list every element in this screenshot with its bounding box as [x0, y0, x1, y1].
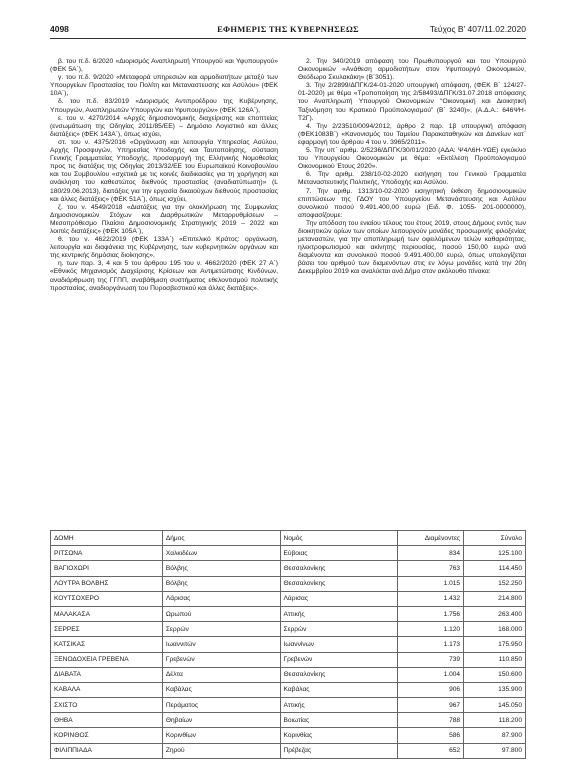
cell-residents: 586: [398, 728, 464, 743]
cell-residents: 906: [398, 682, 464, 697]
cell-residents: 1.432: [398, 591, 464, 606]
cell-total: 125.100: [464, 546, 526, 561]
cell-structure: ΔΙΑΒΑΤΑ: [51, 667, 163, 682]
cell-total: 114.450: [464, 561, 526, 576]
cell-residents: 1.120: [398, 622, 464, 637]
paragraph: β. του π.δ. 6/2020 «Διορισμός Αναπληρωτή Υπουργού και Υφυπουργού» (ΦΕΚ 5Α΄),: [50, 58, 278, 74]
cell-structure: ΚΑΒΑΛΑ: [51, 682, 163, 697]
cell-municipality: Καβάλας: [162, 682, 280, 697]
table-row: [51, 713, 526, 728]
paragraph: δ. του π.δ. 83/2019 «Διορισμός Αντιπροέδρου της Κυβέρνησης, Υπουργών, Αναπληρωτών Υπουργών και Υφυπουργών» (ΦΕΚ 126Α΄),: [50, 98, 278, 114]
cell-prefecture: Θεσσαλονίκης: [280, 561, 398, 576]
paragraph: ε. του ν. 4270/2014 «Αρχές δημοσιονομικής διαχείρισης και εποπτείας (ενσωμάτωση της Οδηγίας 2011/85/ΕΕ) – Δημόσιο Λογιστικό και άλλες διατάξεις» (ΦΕΚ 143Α΄), όπως ισχύει,: [50, 114, 278, 138]
table-row: [51, 637, 526, 652]
header-cell-residents: Διαμένοντες: [398, 531, 464, 546]
cell-residents: 1.173: [398, 637, 464, 652]
cell-residents: 967: [398, 698, 464, 713]
cell-municipality: Χαλκιδέων: [162, 546, 280, 561]
cell-residents: 1.004: [398, 667, 464, 682]
table-row: [51, 682, 526, 697]
table-header-row: [51, 531, 526, 546]
paragraph: η. των παρ. 3, 4 και 5 του άρθρου 195 του ν. 4662/2020 (ΦΕΚ 27 Α΄) «Εθνικός Μηχανισμός Διαχείρισης Κρίσεων και Αντιμετώπισης Κινδύνων, αναδιάρθρωση της ΓΓΠΠ, αναβάθμιση συστήματος εθελοντισμού πολιτικής προστασίας, αναδιοργάνωση του Πυροσβεστικού και άλλες διατάξεις».: [50, 260, 278, 292]
cell-municipality: Ιωαννιτών: [162, 637, 280, 652]
cell-residents: 763: [398, 561, 464, 576]
cell-structure: ΞΕΝΟΔΟΧΕΙΑ ΓΡΕΒΕΝΑ: [51, 652, 163, 667]
cell-prefecture: Ιωαννίνων: [280, 637, 398, 652]
table-row: [51, 546, 526, 561]
cell-municipality: Σερρών: [162, 622, 280, 637]
header-cell-total: Σύνολο: [464, 531, 526, 546]
cell-prefecture: Εύβοιας: [280, 546, 398, 561]
cell-residents: 652: [398, 743, 464, 758]
cell-municipality: Γρεβενών: [162, 652, 280, 667]
cell-prefecture: Πρέβεζας: [280, 743, 398, 758]
cell-total: 118.200: [464, 713, 526, 728]
cell-total: 87.900: [464, 728, 526, 743]
paragraph: στ. του ν. 4375/2016 «Οργάνωση και λειτουργία Υπηρεσίας Ασύλου, Αρχής Προσφυγών, Υπηρεσίας Υποδοχής και Ταυτοποίησης, σύσταση Γενικής Γραμματείας Υποδοχής, προσαρμογή της Ελληνικής Νομοθεσίας προς τις διατάξεις της Οδηγίας 2013/32/ΕΕ του Ευρωπαϊκού Κοινοβουλίου και του Συμβουλίου «σχετικά με τις κοινές διαδικασίες για τη χορήγηση και ανάκληση του καθεστώτος διεθνούς προστασίας (αναδιατύπωση)» (L 180/29.06.2013), διατάξεις για την εργασία δικαιούχων διεθνούς προστασίας και άλλες διατάξεις» (ΦΕΚ 51Α΄), όπως ισχύει,: [50, 138, 278, 203]
cell-prefecture: Καβάλας: [280, 682, 398, 697]
cell-total: 214.800: [464, 591, 526, 606]
cell-structure: ΚΟΡΙΝΘΟΣ: [51, 728, 163, 743]
table-row: [51, 698, 526, 713]
cell-total: 97.800: [464, 743, 526, 758]
cell-structure: ΚΟΥΤΣΟΧΕΡΟ: [51, 591, 163, 606]
paragraph: θ. του ν. 4622/2019 (ΦΕΚ 133Α΄) «Επιτελικό Κράτος: οργάνωση, λειτουργία και διαφάνεια της Κυβέρνησης, των κυβερνητικών οργάνων και της κεντρικής δημόσιας διοίκησης»,: [50, 236, 278, 260]
paragraph: 3. Την 2/2899/ΔΠΓΚ/24-01-2020 υπουργική απόφαση, (ΦΕΚ Β΄ 124/27-01-2020) με θέμα «Τροποποίηση της 2/58493/ΔΠΓΚ/31.07.2018 απόφασης του Αναπληρωτή Υπουργού Οικονομικών “Οικονομική και Διοικητική Ταξινόμηση του Κρατικού Προϋπολογισμού” (Β΄ 3240)», (Α.Δ.Α.: 646ΨΗ-Τ2Γ).: [298, 82, 526, 122]
table-row: [51, 728, 526, 743]
cell-prefecture: Λάρισας: [280, 591, 398, 606]
page-header: [50, 24, 526, 36]
header-cell-structure: ΔΟΜΗ: [51, 531, 163, 546]
table-row: [51, 667, 526, 682]
issue-number: Τεύχος Β’ 407/11.02.2020: [429, 24, 526, 34]
cell-municipality: Δέλτα: [162, 667, 280, 682]
cell-municipality: Λάρισας: [162, 591, 280, 606]
header-divider: [50, 38, 526, 39]
header-cell-municipality: Δήμος: [162, 531, 280, 546]
cell-total: 135.900: [464, 682, 526, 697]
paragraph: ζ. του ν. 4549/2018 «Διατάξεις για την ολοκλήρωση της Συμφωνίας Δημοσιονομικών Στόχων και Διαρθρωτικών Μεταρρυθμίσεων – Μεσοπρόθεσμο Πλαίσιο Δημοσιονομικής Στρατηγικής 2019 – 2022 και λοιπές διατάξεις» (ΦΕΚ 105Α΄),: [50, 203, 278, 235]
paragraph: 7. Την αριθμ. 1313/10-02-2020 εισηγητική έκθεση δημοσιονομικών επιπτώσεων της ΓΔΟΥ του Υπουργείου Μετανάστευσης και Ασύλου συνολικού ποσού 9.491.400,00 ευρώ (Ειδ. Φ. 1055- 201-0000000), αποφασίζουμε:: [298, 187, 526, 219]
cell-structure: ΛΟΥΤΡΑ ΒΟΛΒΗΣ: [51, 576, 163, 591]
paragraph: 6. Την αριθμ. 238/10-02-2020 εισήγηση του Γενικού Γραμματέα Μεταναστευτικής Πολιτικής, Υποδοχής και Ασύλου.: [298, 171, 526, 187]
cell-structure: ΘΗΒΑ: [51, 713, 163, 728]
cell-residents: 834: [398, 546, 464, 561]
cell-municipality: Κορινθίων: [162, 728, 280, 743]
cell-municipality: Περάματος: [162, 698, 280, 713]
cell-residents: 1.756: [398, 606, 464, 621]
cell-prefecture: Αττικής: [280, 606, 398, 621]
cell-total: 110.850: [464, 652, 526, 667]
paragraph: γ. του π.δ. 9/2020 «Μεταφορά υπηρεσιών και αρμοδιοτήτων μεταξύ των Υπουργείων Προστασίας του Πολίτη και Μεταναστευσης και Ασύλου» (ΦΕΚ 10Α΄),: [50, 74, 278, 98]
cell-structure: ΣΕΡΡΕΣ: [51, 622, 163, 637]
cell-structure: ΜΑΛΑΚΑΣΑ: [51, 606, 163, 621]
cell-structure: ΚΑΤΣΙΚΑΣ: [51, 637, 163, 652]
cell-residents: 788: [398, 713, 464, 728]
paragraph: Την απόδοση του ενιαίου τέλους του έτους 2019, στους Δήμους εντός των διοικητικών ορίων των οποίων λειτουργούν μονάδες προσωρινής φιλοξενίας μεταναστών, για την αποπληρωμή των οφειλόμενων τελών καθαριότητας, ηλεκτροφωτισμού και ακίνητης περιουσίας, ποσού 150,00 ευρώ ανά διαμένοντα και συνολικού ποσού 9.491.400,00 ευρώ, όπως υπολογίζεται βάσει του αριθμού των διαμενόντων στις εν λόγω μονάδες κατά την 20η Δεκεμβρίου 2019 και αναλύεται ανά Δήμο στον ακόλουθο πίνακα:: [298, 219, 526, 276]
cell-prefecture: Θεσσαλονίκης: [280, 667, 398, 682]
left-column: [50, 58, 278, 293]
cell-prefecture: Αττικής: [280, 698, 398, 713]
paragraph: 2. Την 340/2019 απόφαση του Πρωθυπουργού και του Υπουργού Οικονομικών «Ανάθεση αρμοδιοτήτων στον Υφυπουργό Οικονομικών, Θεόδωρο Σκυλακάκη» (Β΄3051).: [298, 58, 526, 82]
page-number: 4098: [50, 24, 69, 34]
cell-prefecture: Θεσσαλονίκης: [280, 576, 398, 591]
cell-total: 152.250: [464, 576, 526, 591]
cell-municipality: Βόλβης: [162, 576, 280, 591]
cell-total: 150.600: [464, 667, 526, 682]
cell-structure: ΒΑΓΙΟΧΩΡΙ: [51, 561, 163, 576]
cell-municipality: Βόλβης: [162, 561, 280, 576]
cell-structure: ΦΙΛΙΠΠΙΑΔΑ: [51, 743, 163, 758]
cell-prefecture: Σερρών: [280, 622, 398, 637]
cell-residents: 739: [398, 652, 464, 667]
table-body: [51, 546, 526, 759]
table-row: [51, 561, 526, 576]
paragraph: 4. Την 2/23510/0094/2012, άρθρο 2 παρ. 1β υπουργική απόφαση (ΦΕΚ1083Β΄) «Κανονισμός του Ταμείου Παρακαταθηκών και Δανείων κατ΄ εφαρμογή του άρθρου 4 του ν. 3965/2011».: [298, 122, 526, 146]
journal-title: ΕΦΗΜΕΡΙΣ ΤΗΣ ΚΥΒΕΡΝΗΣΕΩΣ: [217, 24, 359, 34]
table-row: [51, 591, 526, 606]
cell-prefecture: Βοιωτίας: [280, 713, 398, 728]
cell-total: 145.050: [464, 698, 526, 713]
cell-structure: ΡΙΤΣΩΝΑ: [51, 546, 163, 561]
cell-total: 175.950: [464, 637, 526, 652]
cell-total: 168.000: [464, 622, 526, 637]
cell-residents: 1.015: [398, 576, 464, 591]
cell-municipality: Ζηρού: [162, 743, 280, 758]
header-cell-prefecture: Νομός: [280, 531, 398, 546]
right-column: [298, 58, 526, 277]
cell-municipality: Ωρωπού: [162, 606, 280, 621]
table-row: [51, 622, 526, 637]
table-row: [51, 606, 526, 621]
cell-prefecture: Γρεβενών: [280, 652, 398, 667]
cell-total: 263.400: [464, 606, 526, 621]
cell-structure: ΣΧΙΣΤΟ: [51, 698, 163, 713]
table-row: [51, 652, 526, 667]
paragraph: 5. Την υπ΄ αριθμ. 2/5236/ΔΠΓΚ/30/01/2020 (ΑΔΑ: Ψ4Λ6Η-ΥΩΕ) εγκύκλιο του Υπουργείου Οικονομικών με θέμα: «Εκτέλεση Προϋπολογισμού Οικονομικού Έτους 2020».: [298, 147, 526, 171]
table-row: [51, 576, 526, 591]
allocation-table: [50, 530, 526, 759]
cell-prefecture: Κορινθίας: [280, 728, 398, 743]
table-row: [51, 743, 526, 758]
cell-municipality: Θηβαίων: [162, 713, 280, 728]
